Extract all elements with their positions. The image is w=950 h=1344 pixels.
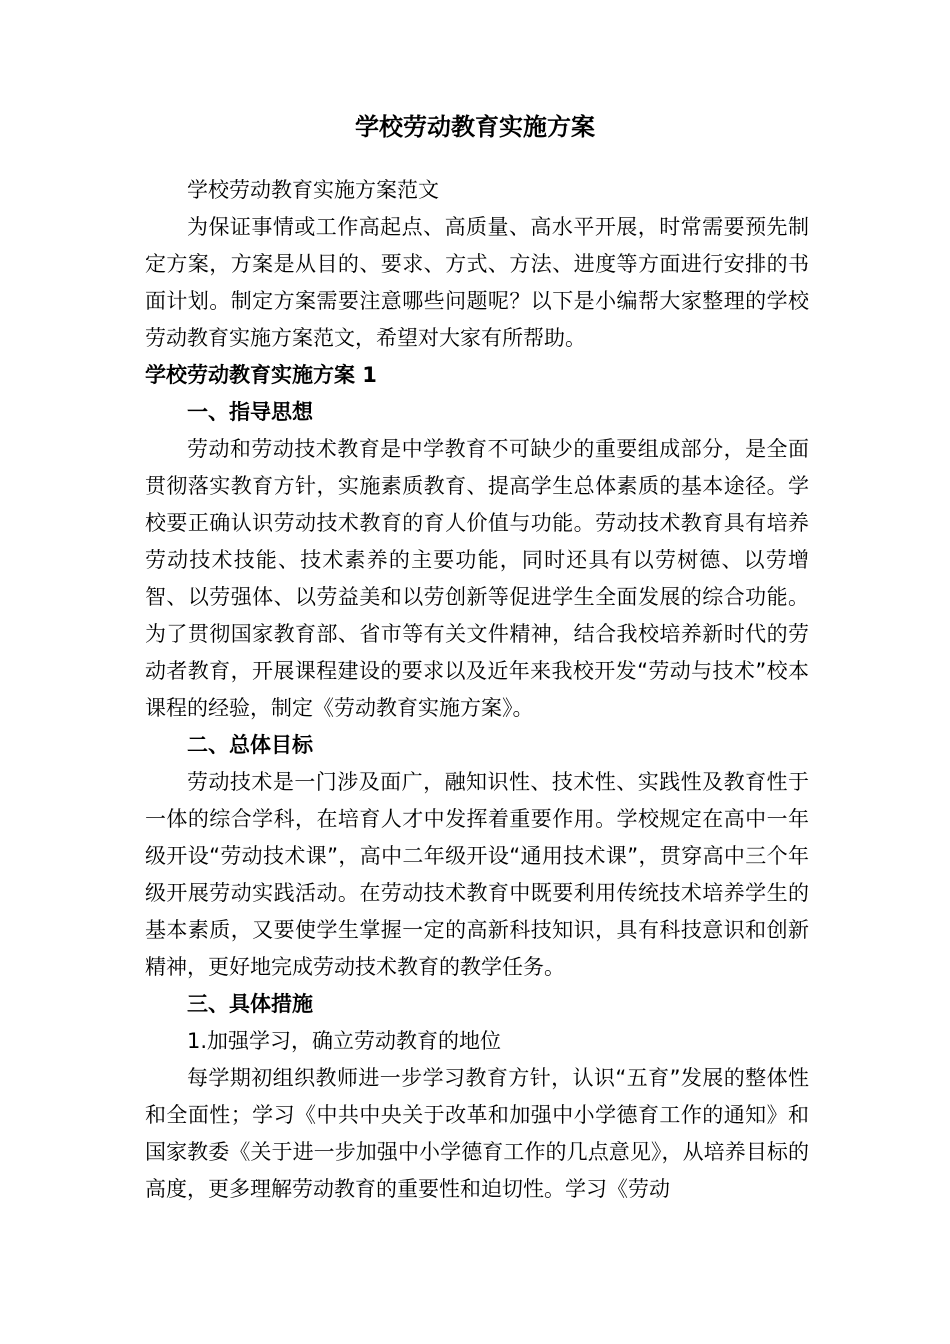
paragraph-strengthen-learning: 每学期初组织教师进一步学习教育方针，认识“五育”发展的整体性和全面性；学习《中共中央关于改革和加强中小学德育工作的通知》和国家教委《关于进一步加强中小学德育工作的几点意见》，从培养目标的高度，更多理解劳动教育的重要性和迫切性。学习《劳动 bbox=[145, 1066, 809, 1201]
section-title: 学校劳动教育实施方案 1 bbox=[145, 363, 377, 387]
paragraph-overall-goals: 劳动技术是一门涉及面广，融知识性、技术性、实践性及教育性于一体的综合学科，在培育人才中发挥着重要作用。学校规定在高中一年级开设“劳动技术课”，高中二年级开设“通用技术课”，贯穿高中三个年级开展劳动实践活动。在劳动技术教育中既要利用传统技术培养学生的基本素质，又要使学生掌握一定的高新科技知识，具有科技意识和创新精神，更好地完成劳动技术教育的教学任务。 bbox=[145, 770, 809, 979]
document-body bbox=[145, 172, 809, 1208]
heading-specific-measures: 三、具体措施 bbox=[187, 992, 313, 1016]
document-subtitle: 学校劳动教育实施方案范文 bbox=[187, 178, 439, 202]
subheading-strengthen-learning: 1.加强学习，确立劳动教育的地位 bbox=[187, 1029, 502, 1053]
heading-overall-goals: 二、总体目标 bbox=[187, 733, 313, 757]
paragraph-guiding-ideology: 劳动和劳动技术教育是中学教育不可缺少的重要组成部分，是全面贯彻落实教育方针，实施素质教育、提高学生总体素质的基本途径。学校要正确认识劳动技术教育的育人价值与功能。劳动技术教育具有培养劳动技术技能、技术素养的主要功能，同时还具有以劳树德、以劳增智、以劳强体、以劳益美和以劳创新等促进学生全面发展的综合功能。为了贯彻国家教育部、省市等有关文件精神，结合我校培养新时代的劳动者教育，开展课程建设的要求以及近年来我校开发“劳动与技术”校本课程的经验，制定《劳动教育实施方案》。 bbox=[145, 437, 809, 720]
document-title: 学校劳动教育实施方案 bbox=[355, 113, 595, 141]
heading-guiding-ideology: 一、指导思想 bbox=[187, 400, 313, 424]
intro-paragraph: 为保证事情或工作高起点、高质量、高水平开展，时常需要预先制定方案，方案是从目的、要求、方式、方法、进度等方面进行安排的书面计划。制定方案需要注意哪些问题呢？以下是小编帮大家整理的学校劳动教育实施方案范文，希望对大家有所帮助。 bbox=[145, 215, 809, 350]
